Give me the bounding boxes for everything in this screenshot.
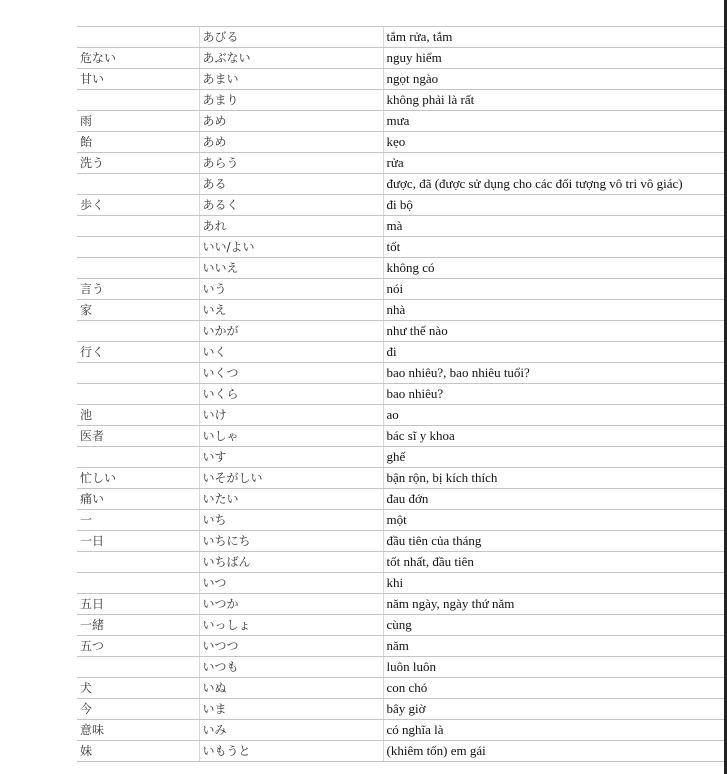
meaning-cell: con chó — [383, 678, 724, 699]
kana-cell: あるく — [199, 195, 383, 216]
kanji-cell: 歩く — [77, 195, 199, 216]
meaning-cell: cùng — [383, 615, 724, 636]
meaning-cell: kẹo — [383, 132, 724, 153]
meaning-cell: như thế nào — [383, 321, 724, 342]
kana-cell: ある — [199, 174, 383, 195]
kanji-cell: 五日 — [77, 594, 199, 615]
kanji-cell: 一緒 — [77, 615, 199, 636]
kanji-cell: 池 — [77, 405, 199, 426]
kana-cell: いい/よい — [199, 237, 383, 258]
kana-cell: いくら — [199, 384, 383, 405]
kana-cell: いっしょ — [199, 615, 383, 636]
kanji-cell — [77, 174, 199, 195]
table-row — [77, 237, 724, 258]
table-row — [77, 636, 724, 657]
kana-cell: いく — [199, 342, 383, 363]
kana-cell: いみ — [199, 720, 383, 741]
vocabulary-table — [77, 26, 724, 762]
vocabulary-table-body — [77, 27, 724, 762]
table-row — [77, 405, 724, 426]
meaning-cell: năm — [383, 636, 724, 657]
table-row — [77, 111, 724, 132]
kanji-cell: 今 — [77, 699, 199, 720]
kana-cell: いもうと — [199, 741, 383, 762]
meaning-cell: đau đớn — [383, 489, 724, 510]
meaning-cell: nhà — [383, 300, 724, 321]
meaning-cell: mưa — [383, 111, 724, 132]
kanji-cell — [77, 363, 199, 384]
kanji-cell: 犬 — [77, 678, 199, 699]
kana-cell: あぶない — [199, 48, 383, 69]
kanji-cell: 医者 — [77, 426, 199, 447]
kanji-cell — [77, 90, 199, 111]
meaning-cell: một — [383, 510, 724, 531]
kanji-cell: 危ない — [77, 48, 199, 69]
table-row — [77, 216, 724, 237]
table-row — [77, 90, 724, 111]
table-row — [77, 741, 724, 762]
kana-cell: いたい — [199, 489, 383, 510]
table-row — [77, 363, 724, 384]
kana-cell: いそがしい — [199, 468, 383, 489]
kana-cell: いす — [199, 447, 383, 468]
kana-cell: いつつ — [199, 636, 383, 657]
table-row — [77, 300, 724, 321]
table-row — [77, 468, 724, 489]
meaning-cell: năm ngày, ngày thứ năm — [383, 594, 724, 615]
kana-cell: いう — [199, 279, 383, 300]
table-row — [77, 48, 724, 69]
table-row — [77, 615, 724, 636]
meaning-cell: tốt nhất, đầu tiên — [383, 552, 724, 573]
meaning-cell: ghế — [383, 447, 724, 468]
kana-cell: いち — [199, 510, 383, 531]
meaning-cell: đi bộ — [383, 195, 724, 216]
kanji-cell — [77, 573, 199, 594]
kanji-cell: 妹 — [77, 741, 199, 762]
meaning-cell: (khiêm tốn) em gái — [383, 741, 724, 762]
meaning-cell: được, đã (được sử dụng cho các đối tượng vô tri vô giác) — [383, 174, 724, 195]
kana-cell: あれ — [199, 216, 383, 237]
meaning-cell: tắm rửa, tắm — [383, 27, 724, 48]
table-row — [77, 132, 724, 153]
table-row — [77, 384, 724, 405]
meaning-cell: bận rộn, bị kích thích — [383, 468, 724, 489]
kanji-cell — [77, 384, 199, 405]
kanji-cell — [77, 321, 199, 342]
table-row — [77, 552, 724, 573]
kana-cell: いつか — [199, 594, 383, 615]
table-row — [77, 27, 724, 48]
table-row — [77, 510, 724, 531]
meaning-cell: luôn luôn — [383, 657, 724, 678]
meaning-cell: không có — [383, 258, 724, 279]
kanji-cell — [77, 258, 199, 279]
kanji-cell: 意味 — [77, 720, 199, 741]
table-row — [77, 426, 724, 447]
kana-cell: いいえ — [199, 258, 383, 279]
table-row — [77, 489, 724, 510]
kanji-cell — [77, 552, 199, 573]
kana-cell: あまり — [199, 90, 383, 111]
kana-cell: あめ — [199, 132, 383, 153]
kana-cell: いえ — [199, 300, 383, 321]
table-row — [77, 195, 724, 216]
table-row — [77, 594, 724, 615]
table-row — [77, 69, 724, 90]
kanji-cell: 飴 — [77, 132, 199, 153]
meaning-cell: nguy hiểm — [383, 48, 724, 69]
meaning-cell: khi — [383, 573, 724, 594]
meaning-cell: rửa — [383, 153, 724, 174]
kanji-cell: 雨 — [77, 111, 199, 132]
meaning-cell: đi — [383, 342, 724, 363]
meaning-cell: bao nhiêu? — [383, 384, 724, 405]
meaning-cell: ao — [383, 405, 724, 426]
kana-cell: いけ — [199, 405, 383, 426]
kana-cell: あめ — [199, 111, 383, 132]
table-row — [77, 720, 724, 741]
table-row — [77, 447, 724, 468]
table-row — [77, 531, 724, 552]
kana-cell: いぬ — [199, 678, 383, 699]
kanji-cell: 洗う — [77, 153, 199, 174]
meaning-cell: ngọt ngào — [383, 69, 724, 90]
kanji-cell: 家 — [77, 300, 199, 321]
meaning-cell: bây giờ — [383, 699, 724, 720]
kana-cell: いくつ — [199, 363, 383, 384]
kana-cell: あびる — [199, 27, 383, 48]
kana-cell: いしゃ — [199, 426, 383, 447]
meaning-cell: không phải là rất — [383, 90, 724, 111]
kanji-cell — [77, 657, 199, 678]
table-row — [77, 321, 724, 342]
meaning-cell: nói — [383, 279, 724, 300]
table-row — [77, 174, 724, 195]
meaning-cell: bác sĩ y khoa — [383, 426, 724, 447]
kana-cell: いつも — [199, 657, 383, 678]
meaning-cell: có nghĩa là — [383, 720, 724, 741]
kanji-cell — [77, 447, 199, 468]
kana-cell: いつ — [199, 573, 383, 594]
table-row — [77, 279, 724, 300]
kana-cell: いま — [199, 699, 383, 720]
kanji-cell — [77, 237, 199, 258]
kanji-cell: 言う — [77, 279, 199, 300]
kana-cell: あまい — [199, 69, 383, 90]
table-row — [77, 699, 724, 720]
table-row — [77, 342, 724, 363]
kanji-cell: 五つ — [77, 636, 199, 657]
meaning-cell: đầu tiên của tháng — [383, 531, 724, 552]
kanji-cell: 一日 — [77, 531, 199, 552]
table-row — [77, 573, 724, 594]
kana-cell: いかが — [199, 321, 383, 342]
meaning-cell: tốt — [383, 237, 724, 258]
kanji-cell — [77, 216, 199, 237]
table-row — [77, 678, 724, 699]
kana-cell: いちばん — [199, 552, 383, 573]
kanji-cell: 一 — [77, 510, 199, 531]
kanji-cell: 痛い — [77, 489, 199, 510]
kanji-cell — [77, 27, 199, 48]
kana-cell: あらう — [199, 153, 383, 174]
kanji-cell: 行く — [77, 342, 199, 363]
kanji-cell: 忙しい — [77, 468, 199, 489]
table-row — [77, 657, 724, 678]
meaning-cell: mà — [383, 216, 724, 237]
table-row — [77, 153, 724, 174]
meaning-cell: bao nhiêu?, bao nhiêu tuổi? — [383, 363, 724, 384]
table-row — [77, 258, 724, 279]
kana-cell: いちにち — [199, 531, 383, 552]
kanji-cell: 甘い — [77, 69, 199, 90]
